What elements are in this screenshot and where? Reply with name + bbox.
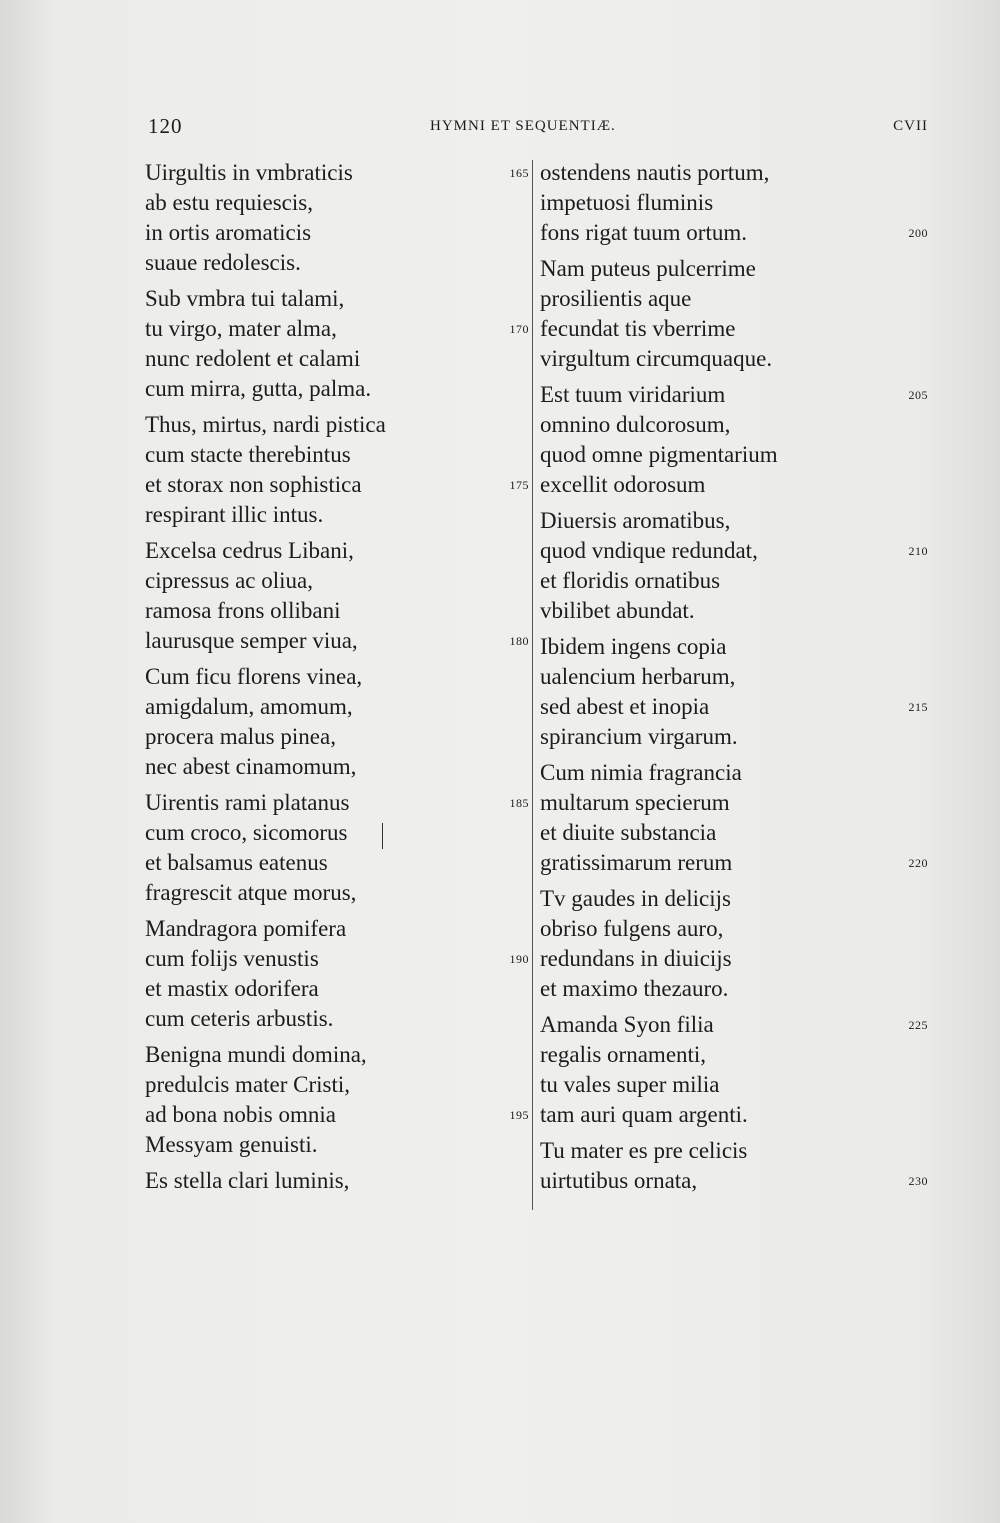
line-number: 215 [908, 700, 928, 714]
stanza [145, 536, 533, 656]
line-number: 175 [509, 478, 529, 492]
verse-text: cum ceteris arbustis. [145, 1006, 334, 1031]
verse-text: Amanda Syon filia [540, 1012, 714, 1037]
verse-text: tu virgo, mater alma, [145, 316, 337, 341]
verse-line [145, 722, 533, 752]
verse-line [145, 344, 533, 374]
verse-text: regalis ornamenti, [540, 1042, 707, 1067]
verse-text: Nam puteus pulcerrime [540, 256, 756, 281]
verse-line [540, 848, 930, 878]
verse-line [540, 218, 930, 248]
verse-line [145, 596, 533, 626]
vertical-mark [382, 823, 383, 849]
verse-line [145, 158, 533, 188]
verse-text: spirancium virgarum. [540, 724, 738, 749]
verse-line [540, 1070, 930, 1100]
verse-text: ad bona nobis omnia [145, 1102, 336, 1127]
stanza [540, 380, 930, 500]
verse-text: fons rigat tuum ortum. [540, 220, 747, 245]
stanza [145, 1166, 533, 1196]
verse-text: Tu mater es pre celicis [540, 1138, 748, 1163]
verse-text: tam auri quam argenti. [540, 1102, 748, 1127]
verse-text: Tv gaudes in delicijs [540, 886, 731, 911]
verse-line [540, 818, 930, 848]
verse-text: excellit odorosum [540, 472, 706, 497]
verse-text: vbilibet abundat. [540, 598, 695, 623]
running-title: HYMNI ET SEQUENTIÆ. [430, 118, 616, 134]
line-number: 165 [509, 166, 529, 180]
line-number: 210 [908, 544, 928, 558]
verse-text: Benigna mundi domina, [145, 1042, 367, 1067]
column-divider [532, 160, 533, 1210]
verse-text: uirtutibus ornata, [540, 1168, 698, 1193]
verse-text: amigdalum, amomum, [145, 694, 353, 719]
right-verse-column [540, 158, 930, 1202]
verse-line [540, 596, 930, 626]
stanza [540, 884, 930, 1004]
verse-text: laurusque semper viua, [145, 628, 358, 653]
verse-line [540, 344, 930, 374]
verse-text: multarum specierum [540, 790, 730, 815]
verse-text: Cum ficu florens vinea, [145, 664, 363, 689]
folio-number: CVII [893, 118, 928, 134]
verse-text: gratissimarum rerum [540, 850, 733, 875]
left-verse-column [145, 158, 533, 1202]
line-number: 170 [509, 322, 529, 336]
stanza [540, 758, 930, 878]
verse-line [540, 722, 930, 752]
running-header [148, 114, 928, 138]
verse-text: in ortis aromaticis [145, 220, 312, 245]
verse-text: suaue redolescis. [145, 250, 301, 275]
verse-line [145, 662, 533, 692]
verse-text: quod omne pigmentarium [540, 442, 778, 467]
verse-text: tu vales super milia [540, 1072, 720, 1097]
stanza [540, 254, 930, 374]
stanza [540, 158, 930, 248]
verse-line [145, 752, 533, 782]
verse-line [145, 248, 533, 278]
line-number: 185 [509, 796, 529, 810]
verse-text: Cum nimia fragrancia [540, 760, 742, 785]
stanza [145, 662, 533, 782]
verse-line [540, 158, 930, 188]
verse-line [145, 374, 533, 404]
verse-line [540, 536, 930, 566]
verse-line [145, 1040, 533, 1070]
stanza [145, 914, 533, 1034]
verse-line [145, 566, 533, 596]
verse-text: Es stella clari luminis, [145, 1168, 350, 1193]
verse-text: Excelsa cedrus Libani, [145, 538, 354, 563]
verse-line [145, 692, 533, 722]
verse-line [145, 1130, 533, 1160]
verse-text: redundans in diuicijs [540, 946, 732, 971]
verse-text: impetuosi fluminis [540, 190, 714, 215]
verse-text: cum folijs venustis [145, 946, 319, 971]
verse-text: sed abest et inopia [540, 694, 710, 719]
verse-text: omnino dulcorosum, [540, 412, 731, 437]
verse-line [145, 788, 533, 818]
verse-line [540, 284, 930, 314]
stanza [540, 506, 930, 626]
stanza [145, 284, 533, 404]
verse-line [145, 470, 533, 500]
verse-line [540, 506, 930, 536]
verse-text: cum mirra, gutta, palma. [145, 376, 372, 401]
verse-text: Ibidem ingens copia [540, 634, 727, 659]
stanza [145, 158, 533, 278]
verse-text: virgultum circumquaque. [540, 346, 773, 371]
stanza [540, 632, 930, 752]
verse-text: fragrescit atque morus, [145, 880, 357, 905]
verse-line [540, 470, 930, 500]
verse-line [145, 314, 533, 344]
verse-line [145, 1100, 533, 1130]
verse-text: ualencium herbarum, [540, 664, 736, 689]
verse-text: Sub vmbra tui talami, [145, 286, 345, 311]
verse-text: ostendens nautis portum, [540, 160, 770, 185]
verse-text: procera malus pinea, [145, 724, 336, 749]
verse-line [145, 536, 533, 566]
verse-text: prosilientis aque [540, 286, 692, 311]
verse-line [145, 410, 533, 440]
verse-line [540, 410, 930, 440]
verse-line [540, 1136, 930, 1166]
verse-line [540, 1166, 930, 1196]
verse-line [145, 944, 533, 974]
verse-line [540, 254, 930, 284]
line-number: 230 [908, 1174, 928, 1188]
verse-line [540, 758, 930, 788]
verse-text: et storax non sophistica [145, 472, 362, 497]
verse-text: ab estu requiescis, [145, 190, 313, 215]
verse-text: cum croco, sicomorus [145, 820, 348, 845]
verse-line [145, 188, 533, 218]
line-number: 180 [509, 634, 529, 648]
verse-line [540, 914, 930, 944]
verse-line [540, 974, 930, 1004]
stanza [540, 1136, 930, 1196]
verse-line [540, 632, 930, 662]
verse-line [145, 974, 533, 1004]
verse-line [540, 566, 930, 596]
verse-line [540, 1100, 930, 1130]
line-number: 225 [908, 1018, 928, 1032]
verse-line [540, 692, 930, 722]
verse-text: obriso fulgens auro, [540, 916, 724, 941]
stanza [540, 1010, 930, 1130]
verse-line [145, 878, 533, 908]
verse-line [145, 500, 533, 530]
verse-line [145, 1166, 533, 1196]
verse-line [540, 788, 930, 818]
stanza [145, 1040, 533, 1160]
verse-line [540, 884, 930, 914]
verse-line [540, 380, 930, 410]
verse-text: Thus, mirtus, nardi pistica [145, 412, 386, 437]
verse-text: cipressus ac oliua, [145, 568, 313, 593]
verse-text: et balsamus eatenus [145, 850, 328, 875]
verse-text: et mastix odorifera [145, 976, 319, 1001]
verse-line [145, 914, 533, 944]
verse-text: Uirgultis in vmbraticis [145, 160, 353, 185]
verse-line [540, 188, 930, 218]
line-number: 205 [908, 388, 928, 402]
verse-line [540, 314, 930, 344]
verse-line [540, 440, 930, 470]
verse-text: et floridis ornatibus [540, 568, 721, 593]
verse-text: et maximo thezauro. [540, 976, 729, 1001]
verse-line [145, 1004, 533, 1034]
verse-line [540, 1010, 930, 1040]
verse-text: nec abest cinamomum, [145, 754, 357, 779]
verse-text: quod vndique redundat, [540, 538, 758, 563]
verse-line [145, 440, 533, 470]
verse-line [540, 662, 930, 692]
verse-text: Est tuum viridarium [540, 382, 726, 407]
verse-text: Uirentis rami platanus [145, 790, 350, 815]
stanza [145, 410, 533, 530]
verse-line [540, 1040, 930, 1070]
verse-text: ramosa frons ollibani [145, 598, 341, 623]
line-number: 220 [908, 856, 928, 870]
verse-line [540, 944, 930, 974]
verse-line [145, 626, 533, 656]
verse-line [145, 218, 533, 248]
line-number: 195 [509, 1108, 529, 1122]
line-number: 200 [908, 226, 928, 240]
verse-text: predulcis mater Cristi, [145, 1072, 351, 1097]
verse-line [145, 1070, 533, 1100]
verse-line [145, 848, 533, 878]
stanza [145, 788, 533, 908]
verse-text: Mandragora pomifera [145, 916, 347, 941]
verse-text: Messyam genuisti. [145, 1132, 318, 1157]
page-number: 120 [148, 114, 183, 138]
verse-text: fecundat tis vberrime [540, 316, 736, 341]
verse-line [145, 284, 533, 314]
verse-line [145, 818, 533, 848]
verse-text: et diuite substancia [540, 820, 717, 845]
verse-text: cum stacte therebintus [145, 442, 351, 467]
verse-text: Diuersis aromatibus, [540, 508, 731, 533]
verse-text: nunc redolent et calami [145, 346, 361, 371]
line-number: 190 [509, 952, 529, 966]
verse-text: respirant illic intus. [145, 502, 324, 527]
